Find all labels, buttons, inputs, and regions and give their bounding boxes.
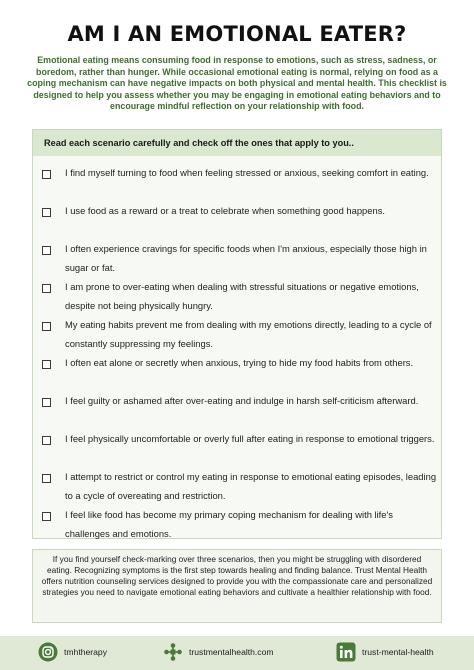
checklist-item-text: I feel guilty or ashamed after over-eating and indulge in harsh self-criticism afterward.	[65, 395, 419, 406]
checklist-item	[33, 434, 443, 472]
instagram-icon	[38, 642, 58, 662]
checklist-item-text: I am prone to over-eating when dealing with stressful situations or negative emotions, despite not being physically hungry.	[65, 281, 419, 311]
linkedin-handle: trust-mental-health	[362, 647, 434, 657]
checklist-item-text: I attempt to restrict or control my eating in response to emotional eating episodes, leading to a cycle of overeating and restriction.	[65, 471, 437, 501]
checklist-item	[33, 206, 443, 244]
checklist-item	[33, 358, 443, 396]
checklist-item	[33, 320, 443, 358]
intro-paragraph: Emotional eating means consuming food in response to emotions, such as stress, sadness, or boredom, rather than hunger. While occasional emotional eating is normal, relying on food as a coping mechanism can have negative impacts on both physical and mental health. This checklist is designed to help you assess whether you may be engaging in emotional eating behaviors and to encourage mindful reflection on your relationship with food.	[27, 55, 447, 112]
checkbox[interactable]	[42, 474, 51, 483]
checklist-item-text: I often experience cravings for specific foods when I'm anxious, especially those high in sugar or fat.	[65, 243, 427, 273]
instagram-handle: tmhtherapy	[64, 647, 107, 657]
checklist-item	[33, 472, 443, 510]
website-link[interactable]	[163, 640, 274, 664]
checklist-panel	[32, 129, 442, 539]
checklist-item	[33, 282, 443, 320]
checkbox[interactable]	[42, 360, 51, 369]
checkbox[interactable]	[42, 208, 51, 217]
website-url: trustmentalhealth.com	[189, 647, 274, 657]
conclusion-note: If you find yourself check-marking over three scenarios, then you might be struggling with disordered eating. Recognizing symptoms is the first step towards healing and finding balance. Trust Mental Health offers nutrition counseling services designed to provide you with the compassionate care and personalized strategies you need to navigate emotional eating behaviors and cultivate a healthier relationship with food.	[32, 549, 442, 623]
checklist-item	[33, 396, 443, 434]
logo-icon	[163, 642, 183, 662]
checklist-item-text: My eating habits prevent me from dealing with my emotions directly, leading to a cycle of constantly suppressing my feelings.	[65, 319, 432, 349]
footer-bar	[0, 636, 474, 670]
linkedin-link[interactable]	[336, 640, 434, 664]
checkbox[interactable]	[42, 436, 51, 445]
checkbox[interactable]	[42, 170, 51, 179]
checkbox[interactable]	[42, 322, 51, 331]
checkbox[interactable]	[42, 284, 51, 293]
checkbox[interactable]	[42, 398, 51, 407]
checklist-item-text: I feel physically uncomfortable or overly full after eating in response to emotional triggers.	[65, 433, 435, 444]
checklist-item	[33, 244, 443, 282]
checklist-instruction: Read each scenario carefully and check off the ones that apply to you..	[33, 130, 441, 156]
checkbox[interactable]	[42, 246, 51, 255]
linkedin-icon	[336, 642, 356, 662]
instagram-link[interactable]	[38, 640, 107, 664]
checklist-item-text: I use food as a reward or a treat to celebrate when something good happens.	[65, 205, 385, 216]
checklist-item	[33, 510, 443, 548]
checklist-item-text: I find myself turning to food when feeling stressed or anxious, seeking comfort in eating.	[65, 167, 429, 178]
checklist-item	[33, 168, 443, 206]
page-title: AM I AN EMOTIONAL EATER?	[67, 22, 407, 46]
checklist-item-text: I often eat alone or secretly when anxious, trying to hide my food habits from others.	[65, 357, 414, 368]
checkbox[interactable]	[42, 512, 51, 521]
checklist-item-text: I feel like food has become my primary coping mechanism for dealing with life's challenges and emotions.	[65, 509, 393, 539]
